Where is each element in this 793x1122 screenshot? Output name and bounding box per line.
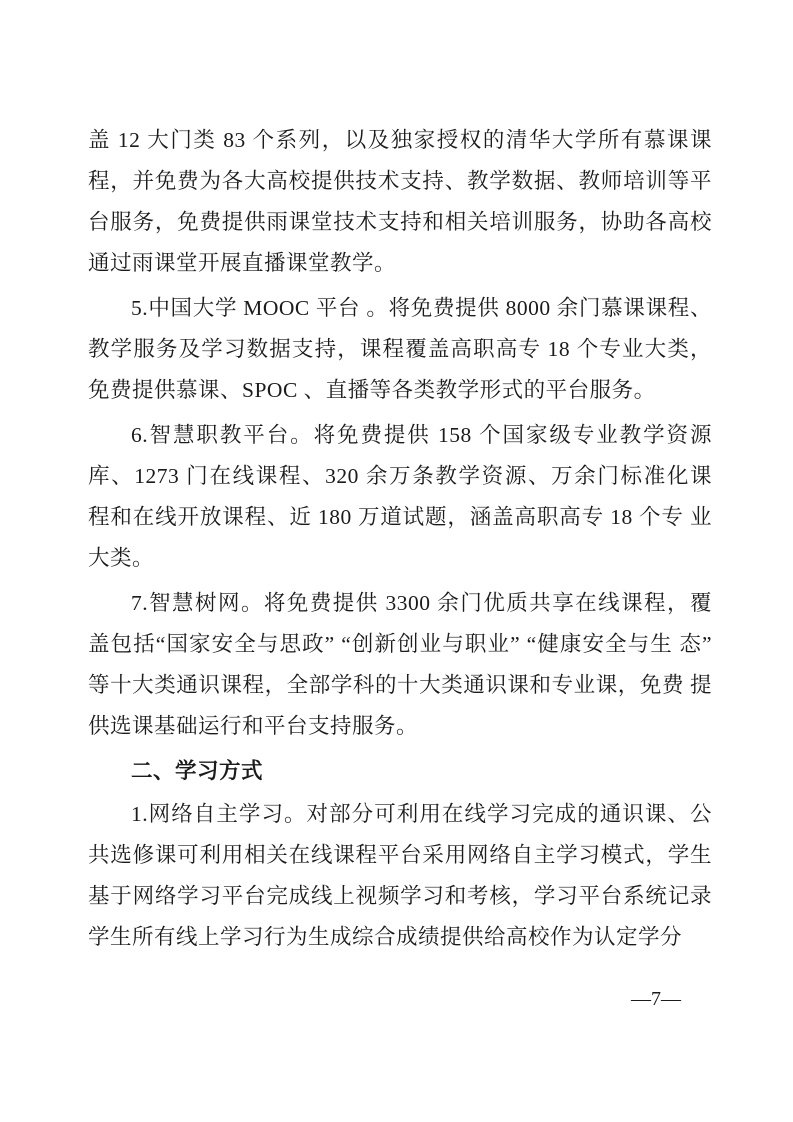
section-heading-learning-methods: 二、学习方式 [131,759,264,783]
document-body [88,120,712,962]
page-footer [631,988,681,1010]
paragraph-item-6-smart-vocational: 6.智慧职教平台。将免费提供 158 个国家级专业教学资源 库、1273 门在线课程、320 余万条教学资源、万余门标准化课 程和在线开放课程、近 180 万道试题，涵盖高职高专 18 个专 业大类。 [88,423,712,570]
paragraph-item-1-online-self-study: 1.网络自主学习。对部分可利用在线学习完成的通识课、公共选修课可利用相关在线课程平台采用网络自主学习模式，学生 基于网络学习平台完成线上视频学习和考核，学习平台系统记录 学生所有线上学习行为生成综合成绩提供给高校作为认定学分 [88,802,712,949]
page-number: —7— [631,988,681,1010]
paragraph-continuation: 盖 12 大门类 83 个系列，以及独家授权的清华大学所有慕课课程，并免费为各大高校提供技术支持、教学数据、教师培训等平 台服务，免费提供雨课堂技术支持和相关培训服务，协助各高校 通过雨课堂开展直播课堂教学。 [88,128,712,275]
paragraph-item-5-china-mooc: 5.中国大学 MOOC 平台 。将免费提供 8000 余门慕课课程、教学服务及学习数据支持，课程覆盖高职高专 18 个专业大类， 免费提供慕课、SPOC 、直播等各类教学形式的平台服务。 [88,296,712,402]
paragraph-item-7-zhihuishu: 7.智慧树网。将免费提供 3300 余门优质共享在线课程，覆 盖包括“国家安全与思政” “创新创业与职业” “健康安全与生 态” 等十大类通识课程，全部学科的十大类通识课和专业课，免费 提 供选课基础运行和平台支持服务。 [88,591,712,738]
